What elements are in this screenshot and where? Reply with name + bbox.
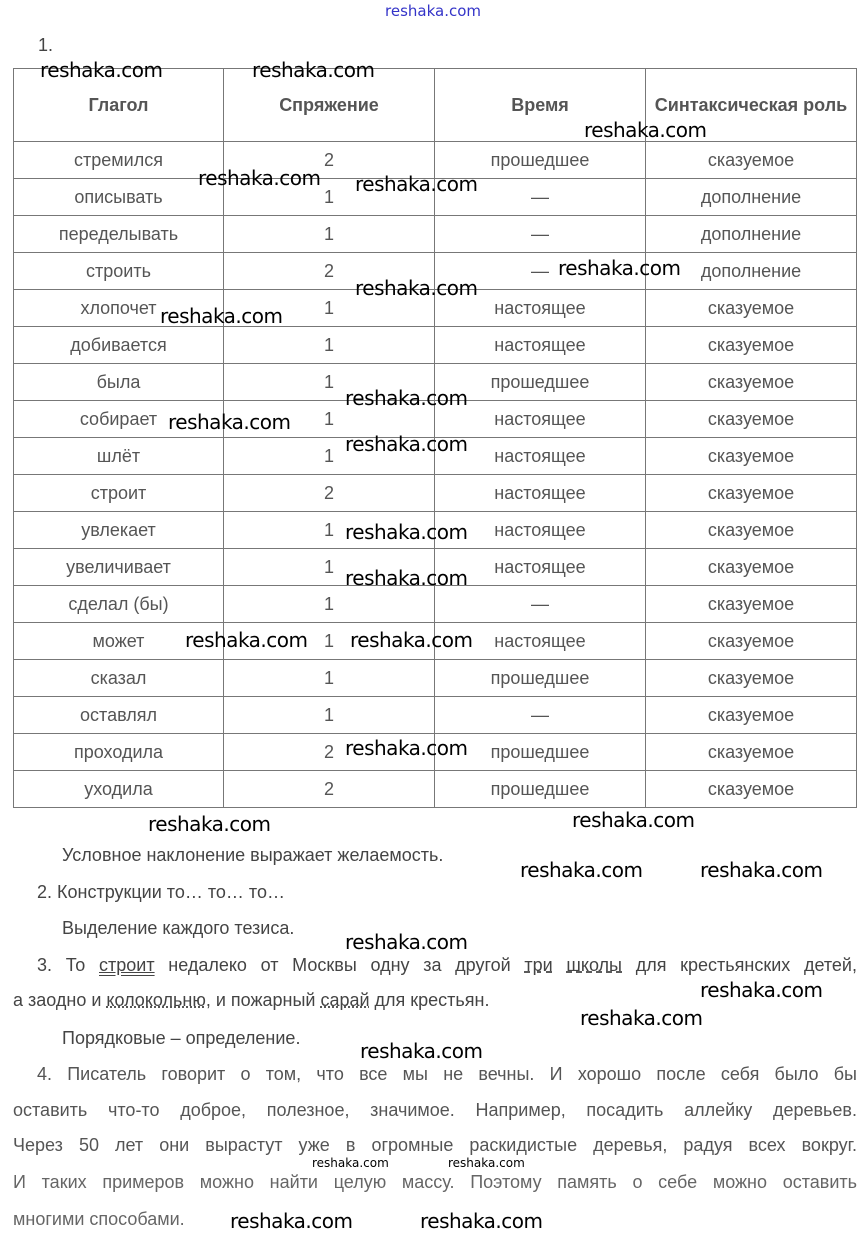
cell-verb: уходила — [14, 771, 224, 808]
cell-tense: настоящее — [435, 290, 646, 327]
text — [553, 955, 567, 975]
cell-verb: сделал (бы) — [14, 586, 224, 623]
watermark: reshaka.com — [230, 1209, 353, 1233]
watermark: reshaka.com — [345, 566, 468, 590]
cell-role: сказуемое — [646, 549, 857, 586]
cell-verb: строит — [14, 475, 224, 512]
cell-verb: шлёт — [14, 438, 224, 475]
cell-conjugation: 1 — [224, 512, 435, 549]
cell-role: сказуемое — [646, 512, 857, 549]
cell-verb: добивается — [14, 327, 224, 364]
cell-role: сказуемое — [646, 290, 857, 327]
table-row — [14, 216, 857, 253]
watermark: reshaka.com — [572, 808, 695, 832]
subject-word: колокольню — [106, 990, 206, 1010]
subject-word: три — [524, 955, 553, 975]
watermark: reshaka.com — [312, 1156, 389, 1170]
cell-conjugation: 2 — [224, 142, 435, 179]
cell-conjugation: 1 — [224, 290, 435, 327]
watermark: reshaka.com — [420, 1209, 543, 1233]
cell-tense: настоящее — [435, 401, 646, 438]
cell-tense: настоящее — [435, 438, 646, 475]
task2-answer: Выделение каждого тезиса. — [62, 918, 295, 938]
cell-conjugation: 1 — [224, 401, 435, 438]
cell-role: сказуемое — [646, 771, 857, 808]
cell-conjugation: 2 — [224, 734, 435, 771]
cell-verb: описывать — [14, 179, 224, 216]
cell-role: сказуемое — [646, 586, 857, 623]
cell-verb: увеличивает — [14, 549, 224, 586]
cell-tense: — — [435, 216, 646, 253]
cell-tense: настоящее — [435, 549, 646, 586]
watermark: reshaka.com — [584, 118, 707, 142]
cell-verb: оставлял — [14, 697, 224, 734]
cell-conjugation: 1 — [224, 549, 435, 586]
cell-verb: переделывать — [14, 216, 224, 253]
cell-conjugation: 1 — [224, 179, 435, 216]
header-verb: Глагол — [14, 69, 224, 142]
cell-tense: настоящее — [435, 623, 646, 660]
cell-role: сказуемое — [646, 623, 857, 660]
cell-conjugation: 2 — [224, 771, 435, 808]
task4-line: оставить что-то доброе, полезное, значимое. Например, посадить аллейку деревьев. — [13, 1100, 857, 1120]
cell-verb: сказал — [14, 660, 224, 697]
cell-role: сказуемое — [646, 142, 857, 179]
cell-verb: была — [14, 364, 224, 401]
task3-note: Порядковые – определение. — [62, 1028, 301, 1048]
watermark: reshaka.com — [385, 2, 481, 20]
cell-tense: — — [435, 179, 646, 216]
table-row — [14, 697, 857, 734]
task4-line: многими способами. — [13, 1209, 185, 1229]
text: а заодно и — [13, 990, 107, 1010]
table-row — [14, 660, 857, 697]
cell-role: сказуемое — [646, 660, 857, 697]
task4-line: И таких примеров можно найти целую массу. Поэтому память о себе можно оставить — [13, 1172, 857, 1192]
cell-conjugation: 1 — [224, 438, 435, 475]
cell-conjugation: 1 — [224, 623, 435, 660]
subject-word: школы — [566, 955, 622, 975]
header-tense: Время — [435, 69, 646, 142]
table-row — [14, 327, 857, 364]
note-conditional: Условное наклонение выражает желаемость. — [62, 845, 444, 865]
watermark: reshaka.com — [355, 172, 478, 196]
cell-tense: прошедшее — [435, 142, 646, 179]
cell-role: сказуемое — [646, 475, 857, 512]
task2-line: 2. Конструкции то… то… то… — [37, 882, 285, 902]
cell-tense: прошедшее — [435, 660, 646, 697]
cell-tense: настоящее — [435, 512, 646, 549]
watermark: reshaka.com — [345, 432, 468, 456]
watermark: reshaka.com — [185, 628, 308, 652]
watermark: reshaka.com — [345, 386, 468, 410]
watermark: reshaka.com — [345, 520, 468, 544]
cell-verb: хлопочет — [14, 290, 224, 327]
watermark: reshaka.com — [558, 256, 681, 280]
cell-tense: прошедшее — [435, 364, 646, 401]
cell-conjugation: 1 — [224, 216, 435, 253]
cell-tense: — — [435, 253, 646, 290]
watermark: reshaka.com — [580, 1006, 703, 1030]
cell-role: сказуемое — [646, 327, 857, 364]
watermark: reshaka.com — [700, 978, 823, 1002]
text: для крестьянских детей, — [622, 955, 857, 975]
cell-role: сказуемое — [646, 697, 857, 734]
task4-line: Через 50 лет они вырастут уже в огромные раскидистые деревья, радуя всех вокруг. — [13, 1135, 857, 1155]
watermark: reshaka.com — [168, 410, 291, 434]
watermark: reshaka.com — [252, 58, 375, 82]
cell-conjugation: 1 — [224, 327, 435, 364]
watermark: reshaka.com — [360, 1039, 483, 1063]
watermark: reshaka.com — [40, 58, 163, 82]
cell-conjugation: 1 — [224, 660, 435, 697]
cell-role: дополнение — [646, 216, 857, 253]
text: , и пожарный — [205, 990, 321, 1010]
cell-verb: может — [14, 623, 224, 660]
cell-conjugation: 1 — [224, 697, 435, 734]
cell-tense: прошедшее — [435, 734, 646, 771]
subject-word: сарай — [320, 990, 370, 1010]
text: недалеко от Москвы одну за другой — [154, 955, 525, 975]
text: для крестьян. — [369, 990, 490, 1010]
cell-role: дополнение — [646, 179, 857, 216]
watermark: reshaka.com — [345, 930, 468, 954]
cell-verb: собирает — [14, 401, 224, 438]
table-row — [14, 586, 857, 623]
cell-role: сказуемое — [646, 364, 857, 401]
table-row — [14, 771, 857, 808]
task4-line: 4. Писатель говорит о том, что все мы не вечны. И хорошо после себя было бы — [37, 1064, 857, 1084]
watermark: reshaka.com — [160, 304, 283, 328]
watermark: reshaka.com — [345, 736, 468, 760]
cell-tense: настоящее — [435, 475, 646, 512]
cell-role: сказуемое — [646, 438, 857, 475]
task-number: 1. — [38, 35, 54, 55]
cell-tense: — — [435, 697, 646, 734]
cell-verb: стремился — [14, 142, 224, 179]
cell-role: сказуемое — [646, 734, 857, 771]
predicate-word: строит — [99, 955, 155, 975]
cell-verb: строить — [14, 253, 224, 290]
text: 3. То — [37, 955, 99, 975]
watermark: reshaka.com — [700, 858, 823, 882]
cell-tense: прошедшее — [435, 771, 646, 808]
cell-conjugation: 1 — [224, 586, 435, 623]
cell-conjugation: 1 — [224, 364, 435, 401]
watermark: reshaka.com — [448, 1156, 525, 1170]
cell-tense: — — [435, 586, 646, 623]
header-conjugation: Спряжение — [224, 69, 435, 142]
cell-verb: увлекает — [14, 512, 224, 549]
task3-line1 — [37, 955, 857, 976]
watermark: reshaka.com — [355, 276, 478, 300]
table-row — [14, 475, 857, 512]
watermark: reshaka.com — [198, 166, 321, 190]
watermark: reshaka.com — [350, 628, 473, 652]
watermark: reshaka.com — [148, 812, 271, 836]
cell-conjugation: 2 — [224, 253, 435, 290]
cell-conjugation: 2 — [224, 475, 435, 512]
cell-role: дополнение — [646, 253, 857, 290]
cell-verb: проходила — [14, 734, 224, 771]
task3-line2 — [13, 990, 490, 1011]
cell-tense: настоящее — [435, 327, 646, 364]
cell-role: сказуемое — [646, 401, 857, 438]
header-role: Синтаксическая роль — [646, 69, 857, 142]
watermark: reshaka.com — [520, 858, 643, 882]
